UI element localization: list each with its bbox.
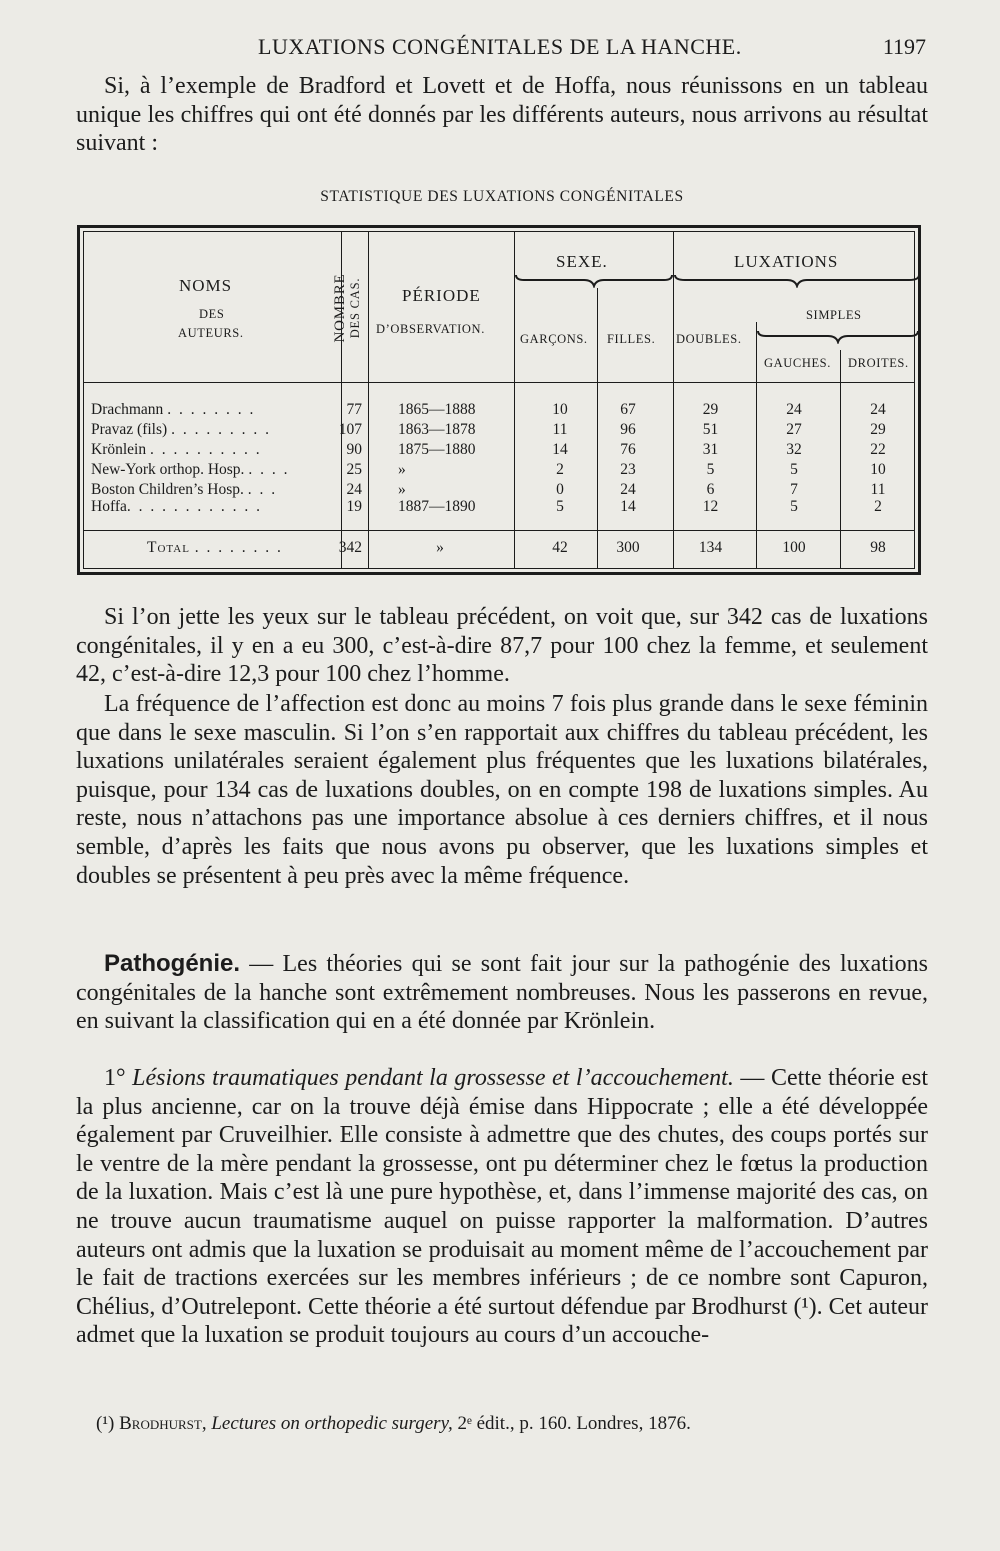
row-period: 1865—1888 bbox=[398, 401, 476, 418]
sexe-brace bbox=[514, 272, 674, 288]
row-doubles: 51 bbox=[702, 421, 719, 438]
header-sexe: SEXE. bbox=[556, 252, 608, 271]
header-des: DES bbox=[199, 307, 225, 321]
row-boys: 0 bbox=[556, 481, 564, 498]
paragraph-statistics bbox=[76, 603, 928, 689]
row-girls: 24 bbox=[620, 481, 636, 498]
row-leader: . . . . . . . . . bbox=[171, 421, 271, 438]
page-number: 1197 bbox=[882, 34, 926, 59]
row-boys: 14 bbox=[552, 441, 568, 458]
header-simples: SIMPLES bbox=[806, 308, 862, 322]
running-title: LUXATIONS CONGÉNITALES DE LA HANCHE. bbox=[258, 34, 742, 59]
row-girls: 23 bbox=[620, 461, 636, 478]
pathogenie-text: — Les théories qui se sont fait jour sur la pathogénie des luxations congénitales de la hanche sont extrêmement nombreuses. Nous les passerons en revue, en suivant la classification qui en a été donnée par Krönlein. bbox=[76, 951, 928, 1035]
total-left: 100 bbox=[782, 539, 806, 556]
header-doubles: DOUBLES. bbox=[676, 332, 742, 346]
row-doubles: 12 bbox=[702, 498, 719, 515]
row-leader: . . . bbox=[247, 481, 278, 498]
row-cases: 19 bbox=[346, 498, 362, 515]
row-boys: 2 bbox=[556, 461, 564, 478]
row-cases: 107 bbox=[338, 421, 362, 438]
header-gauches: GAUCHES. bbox=[764, 356, 831, 370]
row-boys: 10 bbox=[552, 401, 568, 418]
row-author: Krönlein bbox=[91, 441, 147, 458]
paragraph-frequency bbox=[76, 690, 928, 890]
header-auteurs: AUTEURS. bbox=[178, 326, 244, 340]
row-left: 5 bbox=[790, 461, 798, 478]
header-garcons: GARÇONS. bbox=[520, 332, 588, 346]
row-author: New-York orthop. Hosp. bbox=[91, 461, 245, 478]
row-period: 1863—1878 bbox=[398, 421, 476, 438]
footnote-rest: 2ᵉ édit., p. 160. Londres, 1876. bbox=[457, 1413, 691, 1434]
total-girls: 300 bbox=[616, 539, 640, 556]
total-boys: 42 bbox=[552, 539, 568, 556]
row-left: 7 bbox=[790, 481, 798, 498]
paragraph-pathogenie bbox=[76, 950, 928, 1036]
row-cases: 90 bbox=[346, 441, 362, 458]
intro-text: Si, à l’exemple de Bradford et Lovett et de Hoffa, nous réunissons en un tableau unique les chiffres qui ont été donnés par les différents auteurs, nous arrivons au résultat suivant : bbox=[76, 73, 928, 157]
row-right: 29 bbox=[870, 421, 886, 438]
row-leader: . . . . bbox=[248, 461, 290, 478]
header-rule bbox=[84, 382, 914, 383]
header-nombre-line2: DES CAS. bbox=[348, 277, 362, 339]
section-heading: Pathogénie. bbox=[104, 950, 241, 977]
row-period: 1875—1880 bbox=[398, 441, 476, 458]
row-doubles: 6 bbox=[706, 481, 715, 498]
row-right: 24 bbox=[870, 401, 886, 418]
row-leader: . . . . . . . . . . bbox=[149, 441, 262, 458]
row-leader: . . . . . . . . bbox=[167, 401, 256, 418]
row-boys: 11 bbox=[552, 421, 568, 438]
lesions-text: — Cette théorie est la plus ancienne, car on la trouve déjà émise dans Hippocrate ; elle a été développée également par Cruveilhier. Elle consiste à admettre que des chutes, des coups portés sur le ventre de la mère pendant la grossesse, ont pu déterminer chez le fœtus la production de la luxation. Mais c’est là une pure hypothèse, et, dans l’immense majorité des cas, on ne trouve aucun traumatisme auquel on puisse rapporter la malformation. D’autres auteurs ont admis que la luxation se produisait au moment même de l’accouchement par le fait de tractions exercées sur les membres inférieurs ; de ce nombre sont Capuron, Chélius, d’Outrelepont. Cette théorie a été surtout défendue par Brodhurst bbox=[76, 1065, 929, 1320]
row-girls: 96 bbox=[620, 421, 636, 438]
row-author: Boston Children’s Hosp. bbox=[91, 481, 244, 498]
row-left: 5 bbox=[790, 498, 798, 515]
lesions-number: 1° bbox=[104, 1065, 126, 1091]
row-cases: 77 bbox=[346, 401, 362, 418]
footnote bbox=[96, 1413, 691, 1435]
total-leader: . . . . . . . . bbox=[194, 539, 283, 556]
header-periode: PÉRIODE bbox=[402, 286, 481, 305]
lesions-title: Lésions traumatiques pendant la grossesse et l’accouchement. bbox=[132, 1065, 734, 1091]
total-cases: 342 bbox=[338, 539, 362, 556]
header-filles: FILLES. bbox=[607, 332, 656, 346]
statistics-table bbox=[77, 225, 921, 575]
row-right: 22 bbox=[870, 441, 886, 458]
row-cases: 24 bbox=[346, 481, 362, 498]
row-author: Pravaz (fils) bbox=[91, 421, 168, 438]
intro-paragraph bbox=[76, 72, 928, 158]
footnote-reference: (¹) bbox=[793, 1293, 817, 1320]
luxations-brace bbox=[673, 272, 921, 288]
row-leader: . . . . . . . . . . . . bbox=[126, 498, 262, 515]
row-left: 32 bbox=[786, 441, 802, 458]
header-luxations: LUXATIONS bbox=[734, 252, 839, 271]
paragraph-statistics-text: Si l’on jette les yeux sur le tableau précédent, on voit que, sur 342 cas de luxations congénitales, il y en a eu 300, c’est-à-dire 87,7 pour 100 chez la femme, et seulement 42, c’est-à-dire 12,3 pour 100 chez l’homme. bbox=[76, 604, 928, 688]
row-right: 10 bbox=[870, 461, 886, 478]
row-author: Drachmann bbox=[91, 401, 164, 418]
row-girls: 76 bbox=[620, 441, 636, 458]
header-nombre bbox=[333, 266, 367, 350]
row-period: » bbox=[398, 481, 406, 498]
row-cases: 25 bbox=[346, 461, 362, 478]
row-girls: 67 bbox=[620, 401, 636, 418]
row-left: 27 bbox=[786, 421, 802, 438]
row-boys: 5 bbox=[556, 498, 564, 515]
total-right: 98 bbox=[870, 539, 886, 556]
row-right: 11 bbox=[870, 481, 886, 498]
footnote-marker: (¹) bbox=[96, 1413, 115, 1434]
row-period: 1887—1890 bbox=[398, 498, 476, 515]
total-rule bbox=[84, 530, 914, 531]
row-girls: 14 bbox=[620, 498, 636, 515]
header-nombre-line1: NOMBRE bbox=[332, 273, 348, 343]
table-caption: STATISTIQUE DES LUXATIONS CONGÉNITALES bbox=[320, 188, 684, 205]
row-left: 24 bbox=[786, 401, 802, 418]
row-right: 2 bbox=[874, 498, 882, 515]
col-divider-cases bbox=[368, 232, 369, 568]
table-inner-frame bbox=[83, 231, 915, 569]
footnote-author: Brodhurst, bbox=[119, 1413, 207, 1434]
row-doubles: 29 bbox=[702, 401, 719, 418]
total-doubles: 134 bbox=[698, 539, 723, 556]
header-droites: DROITES. bbox=[848, 356, 909, 370]
row-doubles: 31 bbox=[702, 441, 719, 458]
row-period: » bbox=[398, 461, 406, 478]
running-head bbox=[76, 34, 926, 64]
paragraph-lesions bbox=[76, 1064, 928, 1350]
row-author: Hoffa bbox=[91, 498, 127, 515]
total-period: » bbox=[436, 539, 444, 556]
simples-brace bbox=[756, 328, 921, 344]
lesions-text-end: . Cet auteur admet que la luxation se produit toujours au cours d’un accouche- bbox=[76, 1293, 928, 1349]
footnote-title: Lectures on orthopedic surgery, bbox=[211, 1413, 453, 1434]
header-noms: NOMS bbox=[179, 276, 233, 295]
header-observation: D’OBSERVATION. bbox=[376, 322, 485, 336]
paragraph-frequency-text: La fréquence de l’affection est donc au moins 7 fois plus grande dans le sexe féminin que dans le sexe masculin. Si l’on s’en rapportait aux chiffres du tableau précédent, les luxations unilatérales seraient également plus fréquentes que les luxations bilatérales, puisque, pour 134 cas de luxations doubles, on en compte 198 de luxations simples. Au reste, nous n’attachons pas une importance absolue à ces derniers chiffres, et il nous semble, d’après les faits que nous avons pu observer, que les luxations simples et doubles se présentent à peu près avec la même fréquence. bbox=[76, 691, 928, 889]
row-doubles: 5 bbox=[706, 461, 715, 478]
total-label: Total bbox=[147, 539, 190, 556]
